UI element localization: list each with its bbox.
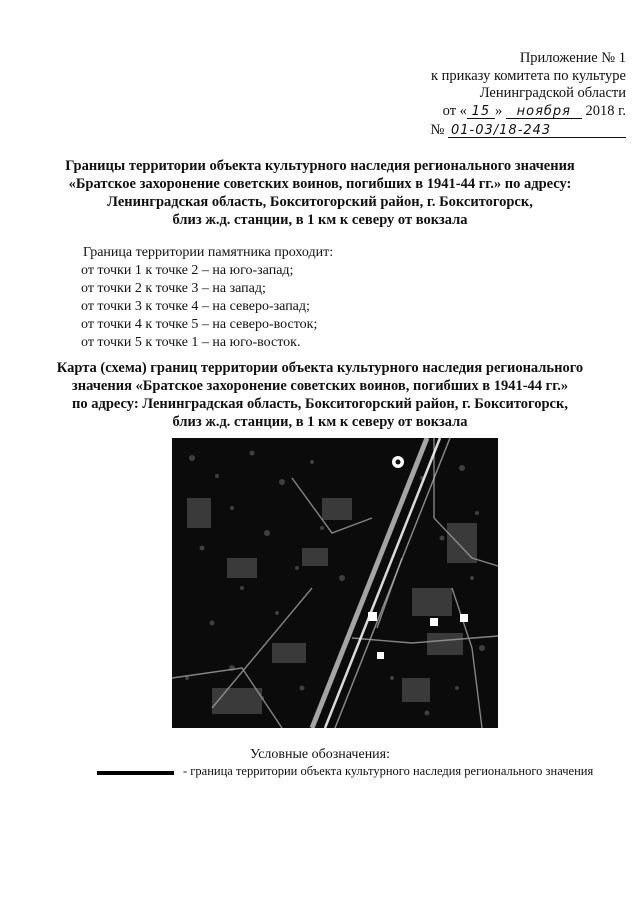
order-number-handwritten: 01-03/18-243 (448, 124, 626, 138)
border-segment: от точки 2 к точке 3 – на запад; (81, 281, 266, 296)
appendix-header (431, 50, 626, 140)
satellite-map (172, 438, 498, 728)
poi-icon (430, 618, 438, 626)
number-prefix: № (430, 122, 445, 138)
date-day-handwritten: 15 (467, 105, 495, 119)
border-segment: от точки 1 к точке 2 – на юго-запад; (81, 263, 294, 278)
map-title-line-3: по адресу: Ленинградская область, Бокситогорский район, г. Бокситогорск, (72, 396, 568, 412)
map-title (0, 359, 640, 431)
poi-icon (377, 652, 384, 659)
title-line-3: Ленинградская область, Бокситогорский район, г. Бокситогорск, (107, 194, 533, 210)
title-line-1: Границы территории объекта культурного наследия регионального значения (65, 158, 575, 174)
appendix-order-ref: к приказу комитета по культуре (430, 67, 626, 84)
map-title-line-1: Карта (схема) границ территории объекта культурного наследия регионального (56, 360, 584, 376)
poi-icon (460, 614, 468, 622)
map-title-line-2: значения «Братское захоронение советских воинов, погибших в 1941-44 гг.» (71, 378, 569, 394)
appendix-date-line (431, 103, 626, 121)
document-title (0, 157, 640, 229)
border-segment: от точки 4 к точке 5 – на северо-восток; (81, 317, 318, 332)
title-line-2: «Братское захоронение советских воинов, погибших в 1941-44 гг.» по адресу: (68, 176, 572, 192)
date-prefix: от « (442, 102, 467, 119)
legend-title: Условные обозначения: (249, 747, 391, 762)
date-mid: » (494, 102, 503, 119)
map-title-line-4: близ ж.д. станции, в 1 км к северу от вокзала (172, 414, 468, 430)
border-intro: Граница территории памятника проходит: (83, 245, 334, 260)
date-month-handwritten: ноября (506, 105, 582, 119)
border-description (81, 244, 333, 352)
map-image (172, 438, 498, 728)
date-year: 2018 г. (585, 102, 626, 119)
station-icon (368, 612, 377, 621)
appendix-number-line (431, 122, 626, 140)
legend-item-label: - граница территории объекта культурного наследия регионального значения (183, 764, 594, 778)
title-line-4: близ ж.д. станции, в 1 км к северу от вокзала (172, 212, 468, 228)
appendix-region: Ленинградской области (479, 85, 626, 101)
border-segment: от точки 3 к точке 4 – на северо-запад; (81, 299, 310, 314)
appendix-title: Приложение № 1 (519, 50, 626, 66)
border-segment: от точки 5 к точке 1 – на юго-восток. (81, 335, 301, 350)
legend-boundary-line (97, 771, 174, 775)
